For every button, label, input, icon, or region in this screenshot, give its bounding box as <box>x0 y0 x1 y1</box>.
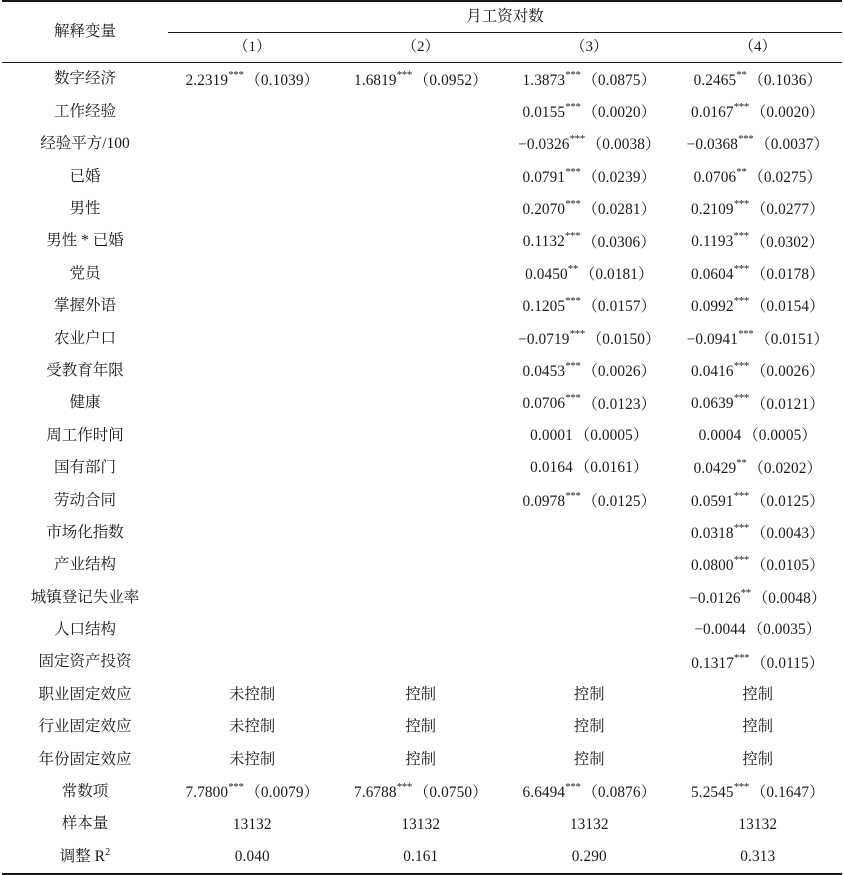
table-row <box>2 840 842 873</box>
standard-error: （0.0952） <box>414 71 488 89</box>
column-number-header-4: （4） <box>738 39 777 55</box>
cell-value <box>674 387 843 419</box>
row-label: 周工作时间 <box>46 426 124 444</box>
cell-value <box>168 516 337 548</box>
adjusted-r2-superscript: 2 <box>104 847 111 859</box>
cell-value <box>168 452 337 484</box>
cell-value <box>505 290 674 322</box>
cell-value <box>674 484 843 516</box>
coefficient: 0.0706 <box>693 168 737 186</box>
cell-value <box>505 387 674 419</box>
cell-value <box>674 419 843 451</box>
standard-error: （0.0125） <box>751 492 825 510</box>
row-label: 行业固定效应 <box>38 718 132 736</box>
significance-stars: *** <box>738 133 754 146</box>
row-label: 数字经济 <box>53 70 116 88</box>
cell-value <box>674 840 843 873</box>
cell-value <box>674 355 843 387</box>
cell-value <box>337 290 506 322</box>
coefficient: 0.0164 <box>530 459 573 477</box>
table-row <box>2 193 842 225</box>
significance-stars: *** <box>564 230 581 243</box>
cell-value <box>337 484 506 516</box>
standard-error: （0.0151） <box>755 330 829 348</box>
cell-value <box>505 322 674 354</box>
cell-value <box>674 63 843 95</box>
coefficient: 0.0992 <box>691 298 734 316</box>
significance-stars: *** <box>738 327 754 340</box>
coefficient: 0.0453 <box>522 363 566 381</box>
cell-value <box>337 193 506 225</box>
cell-value <box>168 711 337 743</box>
cell-value <box>337 840 506 873</box>
row-label: 人口结构 <box>53 621 116 639</box>
cell-value <box>168 743 337 775</box>
table-row <box>2 387 842 419</box>
column-number-header-3: （3） <box>570 39 608 55</box>
cell-value <box>337 711 506 743</box>
stub-header-explanatory-variable: 解释变量 <box>53 23 116 41</box>
row-label: 健康 <box>69 394 101 412</box>
standard-error: （0.0750） <box>414 784 488 802</box>
standard-error: （0.0281） <box>582 201 656 219</box>
cell-value <box>505 516 674 548</box>
cell-value <box>505 711 674 743</box>
table-row <box>2 355 842 387</box>
standard-error: （0.0043） <box>751 525 825 543</box>
significance-stars: *** <box>396 781 412 794</box>
standard-error: （0.0275） <box>748 168 822 186</box>
standard-error: （0.1647） <box>751 784 825 802</box>
cell-value <box>337 322 506 354</box>
standard-error: （0.0105） <box>751 557 825 575</box>
row-label: 国有部门 <box>53 459 116 477</box>
coefficient: 0.161 <box>403 847 439 865</box>
row-label: 党员 <box>69 264 101 282</box>
cell-value <box>168 160 337 192</box>
cell-value <box>505 678 674 710</box>
significance-stars: *** <box>569 133 585 146</box>
cell-value <box>168 549 337 581</box>
header-row-dependent-variable <box>2 2 842 33</box>
coefficient: 7.7800 <box>185 784 229 802</box>
standard-error: （0.0125） <box>582 492 656 510</box>
standard-error: （0.0178） <box>751 265 825 283</box>
coefficient: 1.3873 <box>522 71 566 89</box>
adjusted-r2-prefix: 调整 R <box>59 848 105 866</box>
cell-value <box>674 128 843 160</box>
coefficient: 未控制 <box>229 718 276 736</box>
significance-stars: *** <box>733 198 749 211</box>
significance-stars: *** <box>733 489 749 502</box>
row-label: 市场化指数 <box>46 523 124 541</box>
coefficient: 未控制 <box>229 685 276 703</box>
significance-stars: *** <box>733 781 749 794</box>
row-label: 年份固定效应 <box>38 750 132 768</box>
cell-value <box>505 95 674 127</box>
regression-results-table <box>2 0 842 875</box>
coefficient: 0.0167 <box>691 103 734 121</box>
standard-error: （0.0005） <box>743 426 817 444</box>
cell-value <box>168 95 337 127</box>
coefficient: 13132 <box>569 815 609 833</box>
cell-value <box>674 452 843 484</box>
significance-stars: *** <box>565 295 581 308</box>
coefficient: 0.0318 <box>691 525 734 543</box>
coefficient: −0.0719 <box>518 330 570 348</box>
significance-stars: ** <box>740 586 751 599</box>
cell-value <box>337 452 506 484</box>
standard-error: （0.0181） <box>579 265 654 283</box>
significance-stars: *** <box>565 392 581 405</box>
cell-value <box>337 808 506 840</box>
significance-stars: *** <box>228 781 244 794</box>
significance-stars: *** <box>565 100 581 113</box>
cell-value <box>505 581 674 613</box>
row-label: 常数项 <box>61 783 109 801</box>
table-row <box>2 776 842 808</box>
cell-value <box>168 776 337 808</box>
coefficient: 0.0706 <box>522 395 566 413</box>
standard-error: （0.0035） <box>747 621 822 639</box>
cell-value <box>505 646 674 678</box>
standard-error: （0.0239） <box>582 168 656 186</box>
standard-error: （0.0157） <box>582 298 656 316</box>
cell-value <box>505 128 674 160</box>
row-label: 掌握外语 <box>53 297 116 315</box>
significance-stars: *** <box>565 489 581 502</box>
coefficient: 控制 <box>742 685 774 703</box>
row-label: 男性 * 已婚 <box>46 232 124 250</box>
cell-value <box>168 614 337 646</box>
cell-value <box>674 516 843 548</box>
cell-value <box>674 614 843 646</box>
cell-value <box>168 678 337 710</box>
significance-stars: ** <box>736 457 747 470</box>
cell-value <box>505 549 674 581</box>
coefficient: 0.1193 <box>691 233 734 251</box>
table-row <box>2 322 842 354</box>
cell-value <box>168 840 337 873</box>
cell-value <box>505 225 674 257</box>
significance-stars: *** <box>569 327 585 340</box>
coefficient: 0.0978 <box>522 492 566 510</box>
standard-error: （0.0020） <box>582 103 656 121</box>
table-row <box>2 808 842 840</box>
cell-value <box>505 614 674 646</box>
row-label: 男性 <box>69 200 101 217</box>
coefficient: −0.0126 <box>689 589 741 607</box>
table-row <box>2 95 842 127</box>
coefficient: 0.290 <box>571 847 607 865</box>
coefficient: 5.2545 <box>691 784 734 802</box>
column-number-header-1: （1） <box>233 39 271 55</box>
cell-value <box>168 257 337 289</box>
coefficient: 0.040 <box>234 847 270 865</box>
row-label: 农业户口 <box>53 329 116 347</box>
coefficient: 0.0416 <box>691 363 734 381</box>
cell-value <box>674 95 843 127</box>
standard-error: （0.0115） <box>751 654 825 672</box>
significance-stars: *** <box>396 68 412 81</box>
standard-error: （0.0026） <box>582 363 656 381</box>
significance-stars: *** <box>733 554 749 567</box>
cell-value <box>505 257 674 289</box>
significance-stars: *** <box>733 230 749 243</box>
coefficient: 13132 <box>401 815 441 833</box>
cell-value <box>505 63 674 95</box>
cell-value <box>337 678 506 710</box>
standard-error: （0.0302） <box>750 233 825 251</box>
cell-value <box>168 646 337 678</box>
cell-value <box>337 225 506 257</box>
cell-value <box>505 419 674 451</box>
table-row <box>2 678 842 710</box>
standard-error: （0.0202） <box>748 460 822 478</box>
cell-value <box>674 743 843 775</box>
coefficient: 控制 <box>405 685 437 703</box>
coefficient: 13132 <box>232 815 272 833</box>
coefficient: 0.0429 <box>693 460 737 478</box>
cell-value <box>168 225 337 257</box>
coefficient: 0.2465 <box>693 71 737 89</box>
cell-value <box>337 743 506 775</box>
cell-value <box>505 452 674 484</box>
coefficient: 控制 <box>405 718 437 736</box>
significance-stars: ** <box>736 68 747 81</box>
cell-value <box>168 290 337 322</box>
row-label: 职业固定效应 <box>38 685 132 703</box>
cell-value <box>674 776 843 808</box>
cell-value <box>168 387 337 419</box>
row-label: 样本量 <box>61 815 109 833</box>
significance-stars: *** <box>565 165 581 178</box>
cell-value <box>674 711 843 743</box>
cell-value <box>505 776 674 808</box>
row-label: 受教育年限 <box>46 361 124 379</box>
row-label <box>2 840 168 873</box>
significance-stars: ** <box>567 262 578 275</box>
cell-value <box>337 95 506 127</box>
significance-stars: *** <box>733 360 749 373</box>
standard-error: （0.0048） <box>752 589 827 607</box>
cell-value <box>674 646 843 678</box>
row-label: 劳动合同 <box>53 491 116 509</box>
coefficient: −0.0044 <box>694 621 746 639</box>
cell-value <box>168 322 337 354</box>
row-label: 城镇登记失业率 <box>30 588 140 606</box>
table-row <box>2 614 842 646</box>
cell-value <box>337 128 506 160</box>
standard-error: （0.0277） <box>751 201 825 219</box>
coefficient: 0.0155 <box>522 103 566 121</box>
standard-error: （0.0038） <box>586 136 661 154</box>
cell-value <box>337 419 506 451</box>
row-label: 工作经验 <box>53 102 116 120</box>
significance-stars: *** <box>733 100 749 113</box>
table-row <box>2 63 842 95</box>
coefficient: 控制 <box>405 750 437 768</box>
cell-value <box>337 257 506 289</box>
coefficient: 0.0591 <box>691 492 734 510</box>
significance-stars: *** <box>565 198 581 211</box>
significance-stars: *** <box>733 295 749 308</box>
coefficient: 控制 <box>573 750 605 768</box>
cell-value <box>337 776 506 808</box>
table-row <box>2 290 842 322</box>
significance-stars: *** <box>565 781 581 794</box>
cell-value <box>505 484 674 516</box>
significance-stars: *** <box>228 68 244 81</box>
standard-error: （0.0875） <box>582 71 656 89</box>
row-label: 经验平方/100 <box>40 135 130 153</box>
cell-value <box>337 581 506 613</box>
standard-error: （0.0121） <box>751 395 825 413</box>
coefficient: 控制 <box>573 685 605 703</box>
standard-error: （0.0876） <box>582 784 656 802</box>
coefficient: 0.0639 <box>691 395 734 413</box>
cell-value <box>168 193 337 225</box>
cell-value <box>168 419 337 451</box>
coefficient: 控制 <box>742 718 774 736</box>
standard-error: （0.1036） <box>748 71 822 89</box>
standard-error: （0.0005） <box>574 426 649 444</box>
coefficient: 0.313 <box>740 847 776 865</box>
cell-value <box>337 387 506 419</box>
cell-value <box>674 581 843 613</box>
significance-stars: *** <box>733 392 749 405</box>
cell-value <box>674 808 843 840</box>
cell-value <box>505 193 674 225</box>
coefficient: 0.1317 <box>691 654 734 672</box>
cell-value <box>505 355 674 387</box>
coefficient: 未控制 <box>229 750 276 768</box>
cell-value <box>337 160 506 192</box>
cell-value <box>168 128 337 160</box>
significance-stars: *** <box>733 651 750 664</box>
cell-value <box>674 549 843 581</box>
cell-value <box>505 840 674 873</box>
cell-value <box>168 355 337 387</box>
coefficient: 控制 <box>573 718 605 736</box>
table-row <box>2 711 842 743</box>
coefficient: 0.0800 <box>691 557 734 575</box>
standard-error: （0.0020） <box>751 103 825 121</box>
coefficient: 0.2070 <box>522 201 566 219</box>
coefficient: 0.0791 <box>522 168 566 186</box>
cell-value <box>674 290 843 322</box>
cell-value <box>337 355 506 387</box>
table-row <box>2 160 842 192</box>
table-row <box>2 549 842 581</box>
standard-error: （0.0123） <box>582 395 656 413</box>
cell-value <box>674 225 843 257</box>
cell-value <box>674 257 843 289</box>
column-number-header-2: （2） <box>401 39 440 55</box>
table-row <box>2 484 842 516</box>
cell-value <box>674 160 843 192</box>
coefficient: 0.0004 <box>698 426 742 444</box>
significance-stars: *** <box>733 521 749 534</box>
cell-value <box>505 808 674 840</box>
significance-stars: ** <box>736 165 747 178</box>
table-row <box>2 581 842 613</box>
cell-value <box>337 516 506 548</box>
coefficient: 0.0604 <box>691 265 734 283</box>
coefficient: 0.2109 <box>691 201 734 219</box>
table-row <box>2 452 842 484</box>
coefficient: 控制 <box>742 750 774 768</box>
coefficient: 0.0001 <box>530 426 573 444</box>
significance-stars: *** <box>565 68 581 81</box>
cell-value <box>337 549 506 581</box>
coefficient: 2.2319 <box>185 71 229 89</box>
cell-value <box>168 63 337 95</box>
coefficient: 7.6788 <box>354 784 397 802</box>
cell-value <box>337 614 506 646</box>
coefficient: −0.0326 <box>518 136 570 154</box>
row-label: 已婚 <box>69 167 101 185</box>
cell-value <box>337 63 506 95</box>
standard-error: （0.0079） <box>245 784 319 802</box>
coefficient: 0.0450 <box>525 265 568 283</box>
cell-value <box>505 160 674 192</box>
coefficient: 13132 <box>738 815 778 833</box>
coefficient: 6.6494 <box>522 784 566 802</box>
table-row <box>2 419 842 451</box>
row-label: 产业结构 <box>53 556 116 574</box>
cell-value <box>168 484 337 516</box>
table-row <box>2 516 842 548</box>
standard-error: （0.0306） <box>582 233 656 251</box>
coefficient: −0.0368 <box>686 136 739 154</box>
standard-error: （0.0026） <box>751 363 825 381</box>
cell-value <box>168 581 337 613</box>
coefficient: 0.1132 <box>522 233 565 251</box>
table-row <box>2 743 842 775</box>
significance-stars: *** <box>733 262 749 275</box>
coefficient: 0.1205 <box>522 298 566 316</box>
cell-value <box>337 646 506 678</box>
cell-value <box>674 678 843 710</box>
table-row <box>2 257 842 289</box>
significance-stars: *** <box>565 360 581 373</box>
standard-error: （0.0150） <box>586 330 661 348</box>
standard-error: （0.1039） <box>245 71 319 89</box>
cell-value <box>168 808 337 840</box>
table-row <box>2 646 842 678</box>
standard-error: （0.0154） <box>751 298 825 316</box>
cell-value <box>505 743 674 775</box>
cell-value <box>674 193 843 225</box>
coefficient: 1.6819 <box>354 71 397 89</box>
cell-value <box>674 322 843 354</box>
standard-error: （0.0161） <box>574 459 649 477</box>
coefficient: −0.0941 <box>686 330 739 348</box>
row-label: 固定资产投资 <box>38 653 132 671</box>
standard-error: （0.0037） <box>755 136 829 154</box>
dependent-variable-header: 月工资对数 <box>168 2 842 33</box>
table-row <box>2 225 842 257</box>
table-row <box>2 128 842 160</box>
